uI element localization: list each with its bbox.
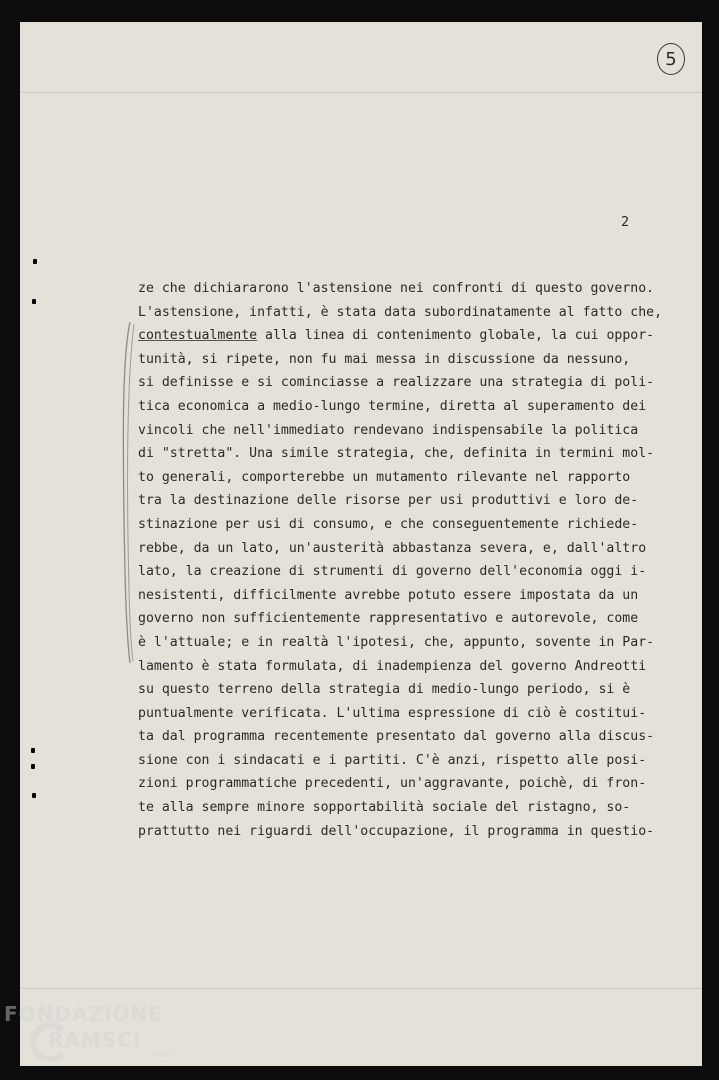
- watermark-title: FONDAZIONE: [4, 1002, 163, 1026]
- typed-text-body: [138, 277, 678, 843]
- text-line: si definisse e si cominciasse a realizzare una strategia di poli-: [138, 375, 655, 391]
- margin-bracket-mark: [118, 320, 138, 665]
- text-line: nesistenti, difficilmente avrebbe potuto essere impostata da un: [138, 587, 639, 603]
- text-line: su questo terreno della strategia di medio-lungo periodo, si è: [138, 682, 631, 698]
- text-line: te alla sempre minore sopportabilità sociale del ristagno, so-: [138, 800, 631, 816]
- text-line: tra la destinazione delle risorse per usi produttivi e loro de-: [138, 493, 639, 509]
- text-line: lato, la creazione di strumenti di governo dell'economia oggi i-: [138, 564, 647, 580]
- punch-hole-mark: [32, 299, 36, 304]
- document-page: [20, 22, 702, 1066]
- text-line: tunità, si ripete, non fu mai messa in discussione da nessuno,: [138, 351, 631, 367]
- watermark-subtitle-row: [4, 1028, 172, 1052]
- watermark-subtitle: RAMSCI: [48, 1028, 142, 1052]
- fold-line-bottom: [20, 988, 702, 989]
- punch-hole-mark: [31, 748, 35, 753]
- page-number: 2: [621, 214, 630, 230]
- text-line: zioni programmatiche precedenti, un'aggravante, poichè, di fron-: [138, 776, 647, 792]
- punch-hole-mark: [31, 764, 35, 769]
- text-line: lamento è stata formulata, di inadempienza del governo Andreotti: [138, 658, 647, 674]
- text-line: L'astensione, infatti, è stata data subordinatamente al fatto che,: [138, 304, 663, 320]
- fondazione-gramsci-watermark: [4, 1002, 172, 1060]
- text-line: governo non sufficientemente rappresentativo e autorevole, come: [138, 611, 639, 627]
- archive-number-circled: [657, 43, 685, 75]
- fold-line-top: [20, 92, 702, 93]
- underlined-word: contestualmente: [138, 328, 258, 344]
- text-line-rest: alla linea di contenimento globale, la cui oppor-: [265, 328, 655, 344]
- punch-hole-mark: [33, 259, 37, 264]
- text-line: tica economica a medio-lungo termine, diretta al superamento dei: [138, 398, 647, 414]
- text-line: prattutto nei riguardi dell'occupazione, il programma in questio-: [138, 823, 655, 839]
- text-line: rebbe, da un lato, un'austerità abbastanza severa, e, dall'altro: [138, 540, 647, 556]
- text-line: sione con i sindacati e i partiti. C'è anzi, rispetto alle posi-: [138, 752, 647, 768]
- text-line: [138, 324, 678, 348]
- text-line: puntualmente verificata. L'ultima espressione di ciò è costitui-: [138, 705, 647, 721]
- text-line: di "stretta". Una simile strategia, che, definita in termini mol-: [138, 446, 655, 462]
- text-line: to generali, comporterebbe un mutamento rilevante nel rapporto: [138, 469, 631, 485]
- text-line: ze che dichiararono l'astensione nei confronti di questo governo.: [138, 281, 655, 296]
- watermark-g-logo-icon: [30, 1022, 70, 1062]
- text-line: stinazione per usi di consumo, e che conseguentemente richiede-: [138, 516, 639, 532]
- archive-number-text: 5: [665, 48, 677, 70]
- text-line: vincoli che nell'immediato rendevano indispensabile la politica: [138, 422, 639, 438]
- text-line: ta dal programma recentemente presentato dal governo alla discus-: [138, 729, 655, 745]
- text-line: è l'attuale; e in realtà l'ipotesi, che, appunto, sovente in Par-: [138, 634, 655, 650]
- watermark-onlus: onlus: [148, 1050, 173, 1060]
- punch-hole-mark: [32, 793, 36, 798]
